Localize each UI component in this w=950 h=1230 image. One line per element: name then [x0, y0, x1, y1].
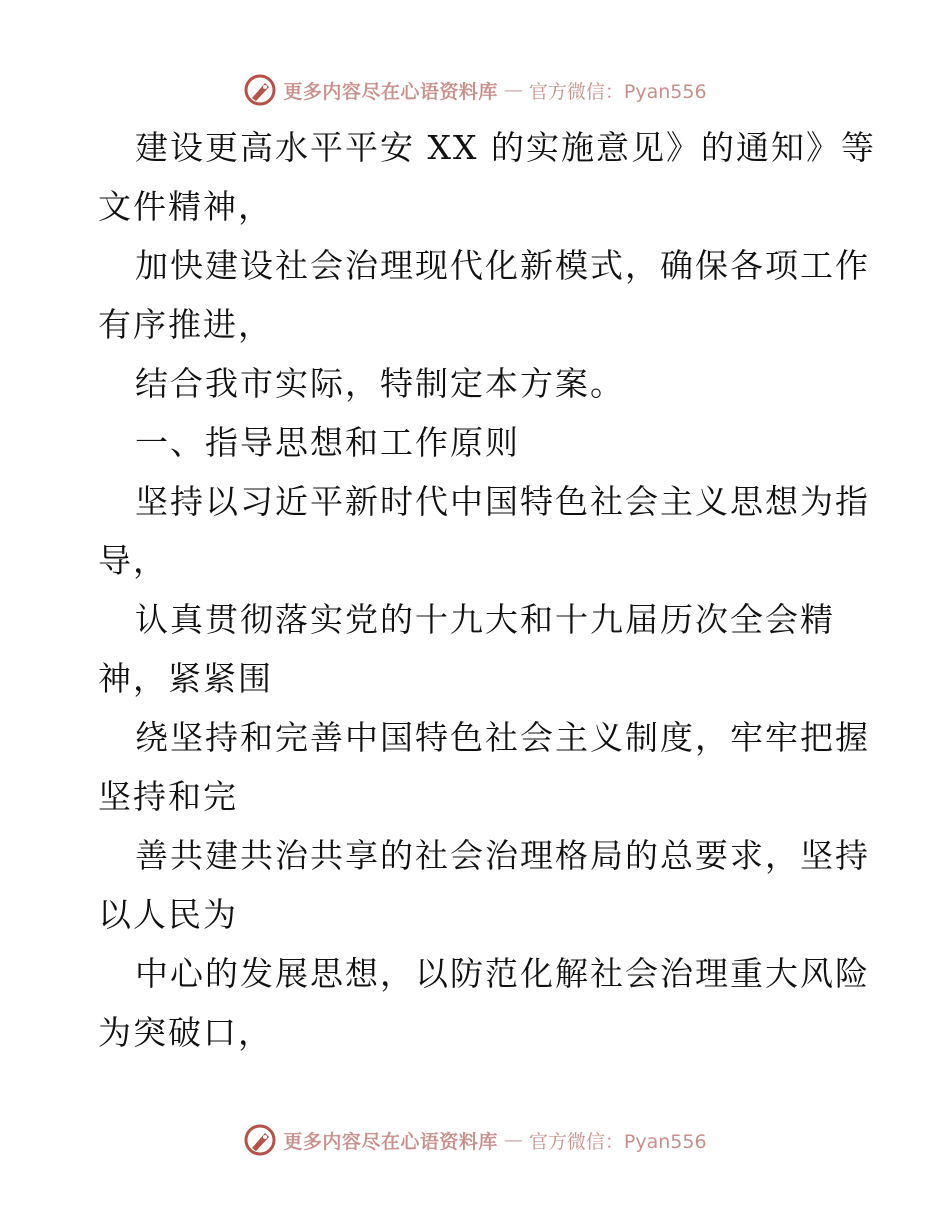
- text-line: 坚持和完: [98, 777, 238, 816]
- banner-brand-text: 更多内容尽在心语资料库: [283, 80, 498, 103]
- banner-wechat-text: 官方微信：Pyan556: [528, 1130, 707, 1153]
- text-line: 建设更高水平平安 XX 的实施意见》的通知》等: [135, 128, 876, 167]
- text-line: 导，: [98, 541, 168, 580]
- text-line: 结合我市实际，特制定本方案。: [135, 364, 625, 403]
- text-line: 以人民为: [98, 895, 238, 934]
- banner-wechat-text: 官方微信：Pyan556: [528, 80, 707, 103]
- document-body: [98, 118, 876, 1062]
- header-banner: [0, 70, 950, 110]
- banner-dash: —: [503, 1129, 523, 1151]
- banner-dash: —: [503, 79, 523, 101]
- text-line: 中心的发展思想，以防范化解社会治理重大风险: [135, 954, 870, 993]
- pen-nib-logo-icon: [243, 1123, 277, 1157]
- text-line: 有序推进，: [98, 305, 273, 344]
- text-line: 善共建共治共享的社会治理格局的总要求，坚持: [135, 836, 870, 875]
- text-line: 坚持以习近平新时代中国特色社会主义思想为指: [135, 482, 870, 521]
- text-line: 加快建设社会治理现代化新模式，确保各项工作: [135, 246, 870, 285]
- text-line: 绕坚持和完善中国特色社会主义制度，牢牢把握: [135, 718, 870, 757]
- banner-brand-text: 更多内容尽在心语资料库: [283, 1130, 498, 1153]
- text-line: 认真贯彻落实党的十九大和十九届历次全会精: [135, 600, 835, 639]
- text-line: 神，紧紧围: [98, 659, 273, 698]
- text-line: 为突破口，: [98, 1013, 273, 1052]
- pen-nib-logo-icon: [243, 73, 277, 107]
- section-heading: 一、指导思想和工作原则: [135, 423, 520, 462]
- footer-banner: [0, 1120, 950, 1160]
- text-line: 文件精神，: [98, 187, 273, 226]
